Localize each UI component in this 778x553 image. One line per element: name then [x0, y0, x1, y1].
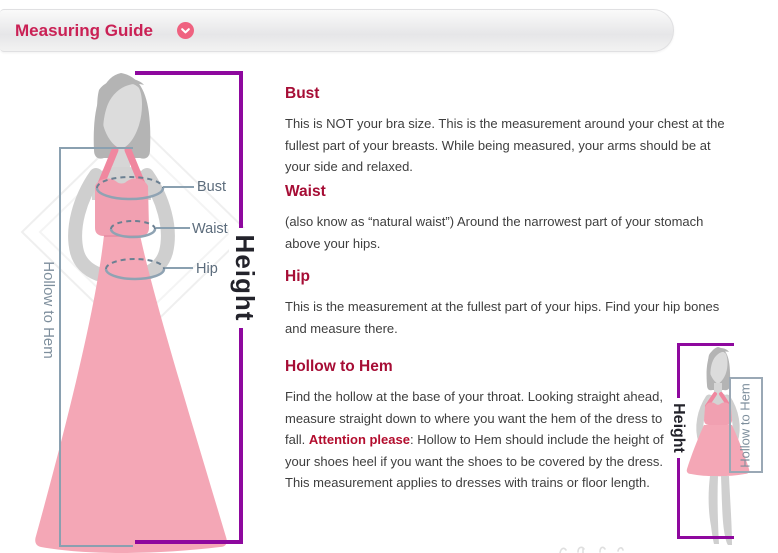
height-label-small: Height	[668, 398, 688, 458]
section-heading: Hip	[285, 268, 310, 285]
page-title: Measuring Guide	[15, 20, 153, 40]
bust-leader-line	[163, 186, 194, 188]
section-heading: Waist	[285, 183, 326, 200]
hollow-to-hem-label-main: Hollow to Hem	[40, 261, 57, 359]
hollow-to-hem-label-small: Hollow to Hem	[737, 383, 753, 468]
body-text: : Hollow to Hem should include the height of your shoes heel if you want the shoes to be covered by the dress. This measurement applies to dresses with trains or floor length.	[285, 432, 664, 490]
section-body	[285, 386, 685, 494]
attention-label: Attention please	[308, 432, 410, 447]
right-leg	[721, 476, 732, 545]
section-body: This is NOT your bra size. This is the measurement around your chest at the fullest part of your breasts. While being measured, your arms should be at your side and relaxed.	[285, 116, 725, 174]
section-body: (also know as “natural waist”) Around the narrowest part of your stomach above your hips.	[285, 214, 704, 251]
left-leg	[709, 476, 719, 544]
section-heading: Bust	[285, 85, 320, 102]
dress-bodice	[95, 179, 149, 236]
body-text: Find the hollow at the base of your throat. Looking straight ahead, measure straight down to where you want the hem of the dress to fall.	[285, 389, 663, 447]
section-heading: Hollow to Hem	[285, 358, 393, 375]
waist-label: Waist	[192, 221, 228, 237]
section-bust	[285, 84, 737, 178]
chevron-down-icon[interactable]	[177, 22, 194, 39]
measuring-guide-header	[0, 9, 674, 52]
section-hollow-to-hem	[285, 357, 685, 494]
section-hip	[285, 267, 737, 339]
dress-skirt	[35, 235, 227, 553]
bust-label: Bust	[197, 179, 227, 195]
section-body: This is the measurement at the fullest part of your hips. Find your hip bones and measure there.	[285, 299, 720, 336]
height-label-main: Height	[229, 228, 261, 328]
hip-leader-line	[165, 267, 193, 269]
hip-label: Hip	[196, 261, 218, 277]
waist-leader-line	[156, 227, 190, 229]
dress-bodice	[704, 402, 732, 425]
left-arm	[75, 175, 98, 274]
cutoff-fragment	[556, 542, 636, 553]
section-waist	[285, 182, 737, 254]
